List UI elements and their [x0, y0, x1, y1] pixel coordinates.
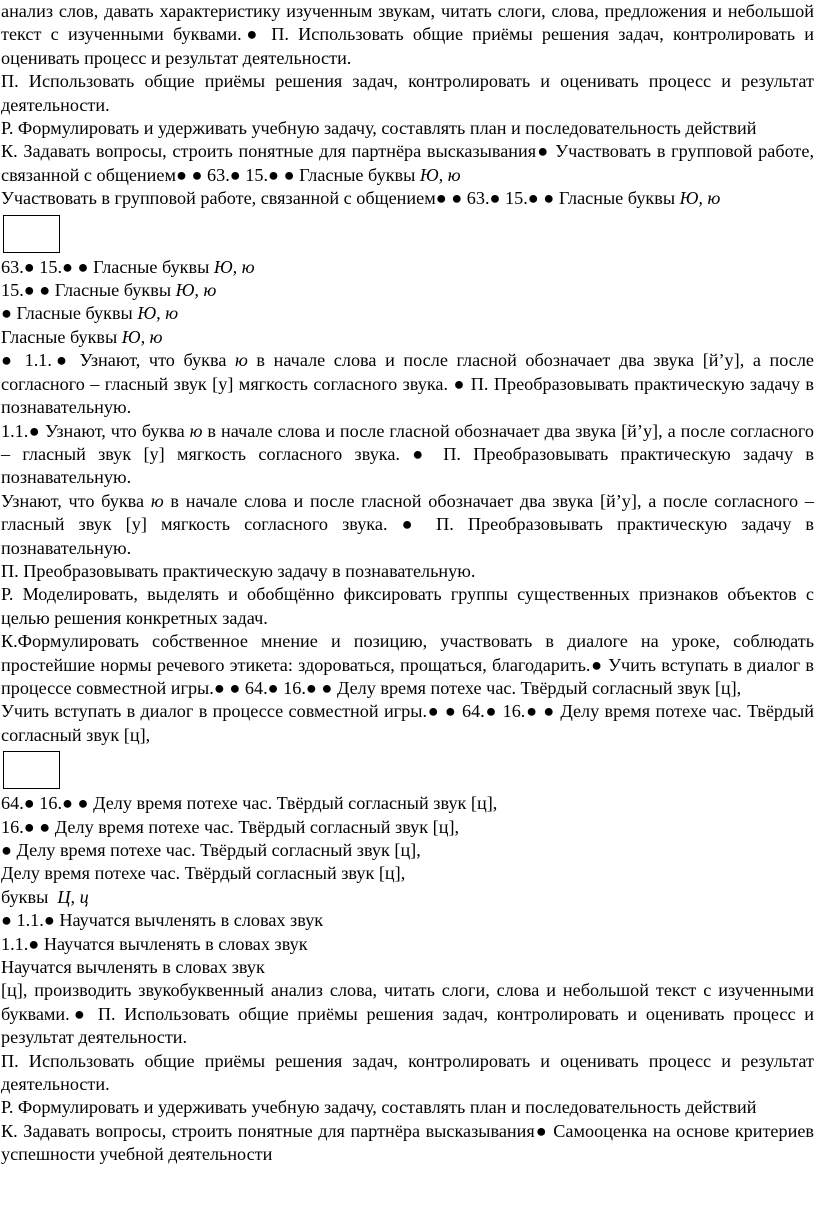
- paragraph: [1, 886, 814, 909]
- empty-frame: [3, 215, 60, 253]
- italic-letters: Ю, ю: [175, 280, 217, 301]
- paragraph: Учить вступать в диалог в процессе совместной игры.● ● 64.● 16.● ● Делу время потехе час. Твёрдый согласный звук [ц],: [1, 701, 814, 745]
- italic-letters: Ю, ю: [121, 326, 163, 347]
- paragraph-text: ● 1.1.● Узнают, что буква: [1, 350, 235, 371]
- italic-letters: ю: [150, 490, 164, 511]
- italic-letters: Ю, ю: [419, 164, 461, 185]
- italic-letters: ю: [235, 350, 248, 371]
- paragraph: Научатся вычленять в словах звук: [1, 957, 265, 978]
- paragraph: [1, 187, 814, 210]
- paragraph: Р. Формулировать и удерживать учебную задачу, составлять план и последовательность действий: [1, 118, 757, 139]
- italic-letters: ю: [189, 420, 203, 441]
- paragraph-text: ● Гласные буквы: [1, 303, 138, 324]
- paragraph: [1, 490, 814, 560]
- paragraph-text: в начале слова и после гласной обозначает два звука [й’у], а после согласного – гласный звук [у] мягкость согласного звука. ● П. Преобразовывать практическую задачу в познавательную.: [1, 420, 814, 488]
- paragraph: К. Задавать вопросы, строить понятные для партнёра высказывания● Самооценка на основе критериев успешности учебной деятельности: [1, 1120, 814, 1165]
- italic-letters: Ю, ю: [213, 256, 255, 277]
- paragraph: П. Использовать общие приёмы решения задач, контролировать и оценивать процесс и результат деятельности.: [1, 71, 814, 115]
- paragraph: [1, 279, 814, 302]
- paragraph-text: в начале слова и после гласной обозначает два звука [й’у], а после согласного – гласный звук [у] мягкость согласного звука. ● П. Преобразовывать практическую задачу в познавательную.: [1, 490, 814, 558]
- paragraph-text: Участвовать в групповой работе, связанной с общением● ● 63.● 15.● ● Гласные буквы: [1, 188, 680, 209]
- paragraph-text: 63.● 15.● ● Гласные буквы: [1, 256, 214, 277]
- paragraph: ● 1.1.● Научатся вычленять в словах звук: [1, 910, 324, 931]
- paragraph: ● Делу время потехе час. Твёрдый согласный звук [ц],: [1, 840, 421, 860]
- paragraph: [1, 349, 814, 419]
- paragraph: П. Преобразовывать практическую задачу в познавательную.: [1, 560, 476, 581]
- empty-frame: [3, 751, 60, 789]
- paragraph-text: в начале слова и после гласной обозначает два звука [й’у], а после согласного – гласный звук [у] мягкость согласного звука. ● П. Преобразовывать практическую задачу в познавательную.: [1, 350, 815, 418]
- paragraph-text: 15.● ● Гласные буквы: [1, 280, 176, 301]
- paragraph: анализ слов, давать характеристику изученным звукам, читать слоги, слова, предложения и небольшой текст с изученными буквами.● П. Использовать общие приёмы решения задач, контролировать и оценивать процесс и результат деятельности.: [1, 1, 814, 68]
- paragraph: К.Формулировать собственное мнение и позицию, участвовать в диалоге на уроке, соблюдать простейшие нормы речевого этикета: здороваться, прощаться, благодарить.● Учить вступать в диалог в процессе совместной игры.● ● 64.● 16.● ● Делу время потехе час. Твёрдый согласный звук [ц],: [1, 631, 814, 698]
- italic-letters: Ю, ю: [679, 188, 721, 209]
- paragraph-text: Гласные буквы: [1, 326, 122, 347]
- paragraph: Р. Моделировать, выделять и обобщённо фиксировать группы существенных признаков объектов с целью решения конкретных задач.: [1, 584, 814, 628]
- paragraph: [ц], производить звукобуквенный анализ слова, читать слоги, слова и небольшой текст с изученными буквами.● П. Использовать общие приёмы решения задач, контролировать и оценивать процесс и результат деятельности.: [1, 980, 814, 1048]
- paragraph: 1.1.● Научатся вычленять в словах звук: [1, 933, 308, 954]
- italic-letters: Ц, ц: [57, 886, 89, 907]
- paragraph-text: 1.1.● Узнают, что буква: [1, 420, 190, 441]
- paragraph-text: буквы: [1, 886, 58, 907]
- paragraph: [1, 420, 814, 490]
- paragraph-text: Узнают, что буква: [1, 490, 151, 511]
- paragraph: Делу время потехе час. Твёрдый согласный звук [ц],: [1, 863, 406, 884]
- paragraph: [1, 140, 814, 187]
- paragraph: 64.● 16.● ● Делу время потехе час. Твёрдый согласный звук [ц],: [1, 793, 498, 814]
- italic-letters: Ю, ю: [137, 303, 179, 324]
- paragraph: [1, 256, 814, 279]
- paragraph: [1, 302, 814, 325]
- paragraph: П. Использовать общие приёмы решения задач, контролировать и оценивать процесс и результат деятельности.: [1, 1050, 814, 1095]
- paragraph: [1, 326, 814, 349]
- paragraph-text: К. Задавать вопросы, строить понятные для партнёра высказывания● Участвовать в групповой работе, связанной с общением● ● 63.● 15.● ● Гласные буквы: [1, 141, 814, 185]
- paragraph: Р. Формулировать и удерживать учебную задачу, составлять план и последовательность действий: [1, 1097, 757, 1118]
- paragraph: 16.● ● Делу время потехе час. Твёрдый согласный звук [ц],: [1, 816, 460, 837]
